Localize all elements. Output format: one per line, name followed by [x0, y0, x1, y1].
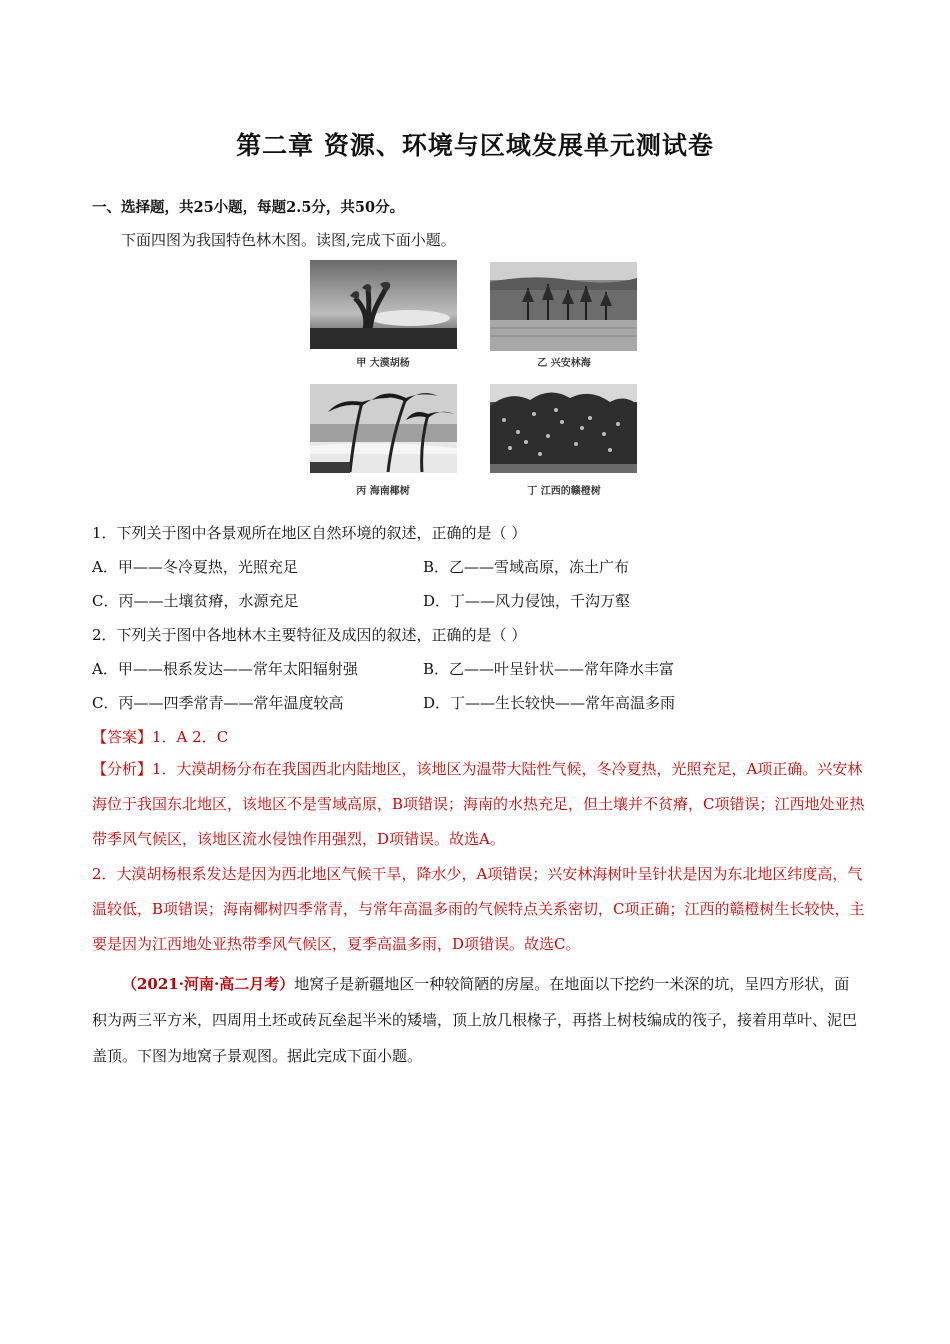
caption-yi: 乙 兴安林海 — [537, 358, 591, 369]
section-heading: 一、选择题，共25小题，每题2.5分，共50分。 — [92, 199, 405, 216]
caption-jia: 甲 大漠胡杨 — [356, 358, 410, 369]
question-2-option-d: D．丁——生长较快——常年高温多雨 — [423, 694, 676, 712]
question-2-option-a: A．甲——根系发达——常年太阳辐射强 — [92, 660, 358, 678]
question-1-option-a: A．甲——冬冷夏热，光照充足 — [92, 558, 298, 576]
caption-bing: 丙 海南椰树 — [356, 486, 410, 497]
photo-jiangxi-orange — [490, 384, 637, 473]
question-1-option-d: D．丁——风力侵蚀，千沟万壑 — [423, 592, 631, 610]
question-2-stem: 2．下列关于图中各地林木主要特征及成因的叙述，正确的是（ ） — [92, 626, 527, 644]
passage-text: 地窝子是新疆地区一种较简陋的房屋。在地面以下挖约一米深的坑，呈四方形状，面积为两三平方米，四周用土坯或砖瓦垒起半米的矮墙，顶上放几根椽子，再搭上树枝编成的筏子，接着用草叶、泥巴盖顶。下图为地窝子景观图。据此完成下面小题。 — [92, 975, 858, 1065]
question-1-option-b: B．乙——雪域高原，冻土广布 — [423, 558, 630, 576]
caption-ding: 丁 江西的赣橙树 — [527, 486, 601, 497]
question-2-option-c: C．丙——四季常青——常年温度较高 — [92, 694, 344, 712]
photo-desert-poplar — [310, 260, 457, 349]
forest-figure — [306, 258, 642, 498]
analysis-1: 【分析】1．大漠胡杨分布在我国西北内陆地区，该地区为温带大陆性气候，冬冷夏热，光照充足，A项正确。兴安林海位于我国东北地区，该地区不是雪域高原，B项错误；海南的水热充足，但土壤并不贫瘠，C项错误；江西地处亚热带季风气候区，该地区流水侵蚀作用强烈，D项错误。故选A。 — [92, 760, 865, 848]
passage-source: （2021·河南·高二月考） — [122, 975, 295, 993]
analysis-2: 2．大漠胡杨根系发达是因为西北地区气候干旱，降水少，A项错误；兴安林海树叶呈针状是因为东北地区纬度高，气温较低，B项错误；海南椰树四季常青，与常年高温多雨的气候特点关系密切，C项正确；江西的赣橙树生长较快，主要是因为江西地处亚热带季风气候区，夏季高温多雨，D项错误。故选C。 — [92, 865, 865, 953]
answer-line: 【答案】1．A 2．C — [92, 728, 229, 746]
photo-xingan-forest — [490, 262, 637, 351]
question-1-option-c: C．丙——土壤贫瘠，水源充足 — [92, 592, 299, 610]
question-2-option-b: B．乙——叶呈针状——常年降水丰富 — [423, 660, 675, 678]
question-1-stem: 1．下列关于图中各景观所在地区自然环境的叙述，正确的是（ ） — [92, 524, 527, 542]
page-title: 第二章 资源、环境与区域发展单元测试卷 — [236, 131, 714, 160]
intro-text: 下面四图为我国特色林木图。读图,完成下面小题。 — [121, 231, 456, 249]
photo-hainan-palm — [310, 384, 457, 473]
passage-paragraph — [92, 966, 862, 1074]
